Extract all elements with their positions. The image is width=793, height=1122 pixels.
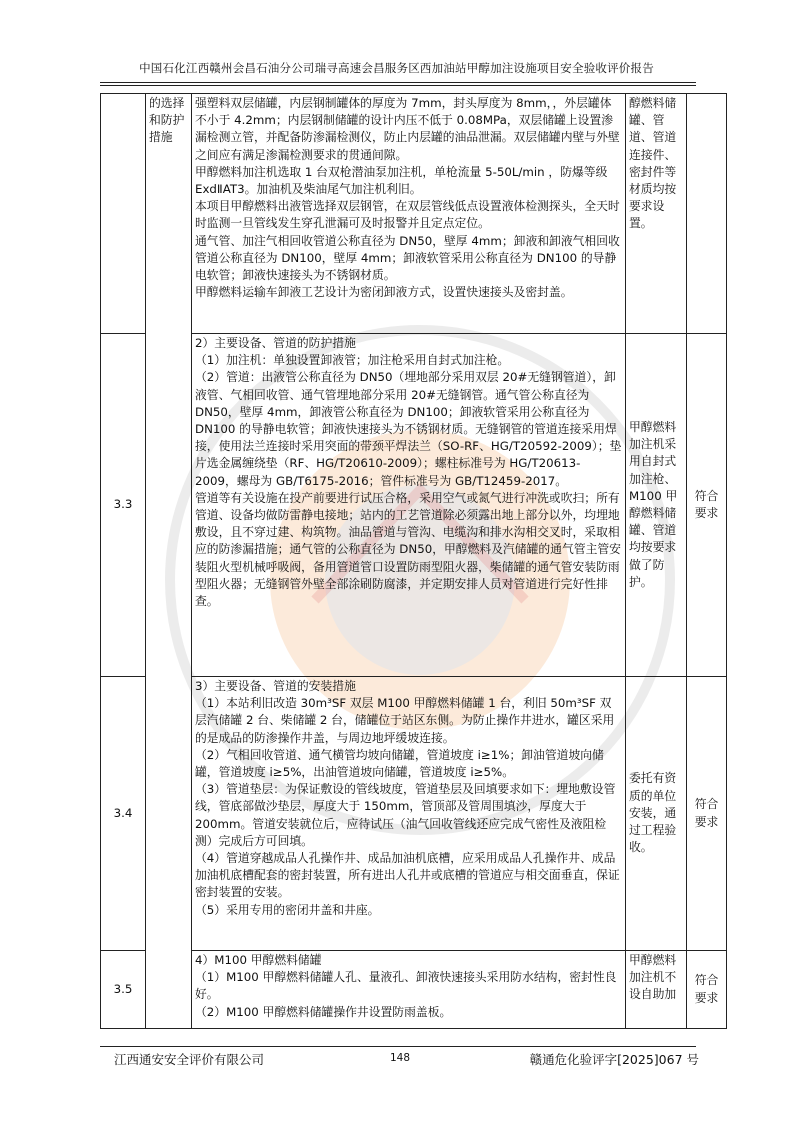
conclusion xyxy=(687,94,727,334)
check-result: 委托有资质的单位安装，通过工程验收。 xyxy=(626,677,687,951)
table-row xyxy=(101,951,727,1029)
conclusion: 符合要求 xyxy=(687,677,727,951)
content-paragraph: （2）管道：出液管公称直径为 DN50（埋地部分采用双层 20#无缝钢管道），卸液管、气相回收管、通气管埋地部分采用 20#无缝钢管。通气管公称直径为 DN50，壁厚 4mm，卸液管公称直径为 DN100；卸液软管采用公称直径为 DN100 的导静电软管；卸液快速接头为不锈钢材质。无缝钢管的管道连接采用焊接，使用法兰连接时采用突面的带颈平焊法兰（SO-RF、HG/T20592-2009）；垫片选金属缠绕垫（RF、HG/T20610-2009）；螺柱标准号为 HG/T20613-2009，螺母为 GB/T6175-2016；管件标准号为 GB/T12459-2017。 xyxy=(195,370,622,488)
page-header-title: 中国石化江西赣州会昌石油分公司瑞寻高速会昌服务区西加油站甲醇加注设施项目安全验收评价报告 xyxy=(139,61,654,75)
table-row xyxy=(101,94,727,334)
check-result: 甲醇燃料加注机不设自助加 xyxy=(626,951,687,1029)
page-number: 148 xyxy=(389,1052,411,1064)
content-paragraph: 2）主要设备、管道的防护措施 xyxy=(195,336,356,350)
table-row xyxy=(101,334,727,677)
content-paragraph: （5）采用专用的密闭井盖和井座。 xyxy=(195,902,380,917)
check-content xyxy=(192,677,626,951)
content-paragraph: 通气管、加注气相回收管道公称直径为 DN50，壁厚 4mm；卸液和卸液气相回收管道公称直径为 DN100，壁厚 4mm；卸液软管采用公称直径为 DN100 的导静电软管；卸液快速接头为不锈钢材质。 xyxy=(195,233,620,283)
content-paragraph: 3）主要设备、管道的安装措施 xyxy=(195,679,356,693)
check-content xyxy=(192,94,626,334)
content-paragraph: （4）管道穿越成品人孔操作井、成品加油机底槽，应采用成品人孔操作井、成品加油机底槽配套的密封装置，所有进出人孔井或底槽的管道应与相交面垂直，保证密封装置的安装。 xyxy=(195,851,620,900)
check-content xyxy=(192,951,626,1029)
check-result: 醇燃料储罐、管道、管道连接件、密封件等材质均按要求设置。 xyxy=(626,94,687,334)
row-number: 3.3 xyxy=(101,334,146,677)
content-paragraph: （1）M100 甲醇燃料储罐人孔、量液孔、卸液快速接头采用防水结构，密封性良好。 xyxy=(195,970,617,1002)
content-paragraph: 管道等有关设施在投产前要进行试压合格，采用空气或氮气进行冲洗或吹扫；所有管道、设备均做防雷静电接地；站内的工艺管道除必须露出地上部分以外，均埋地敷设，且不穿过建、构筑物。油品管道与管沟、电缆沟和排水沟相交叉时，采取相应的防渗漏措施；通气管的公称直径为 DN50，甲醇燃料及汽储罐的通气管主管安装阻火型机械呼吸阀，备用管道管口设置防雨型阻火器，柴储罐的通气管安装防雨型阻火器；无缝钢管外壁全部涂刷防腐漆，并定期安排人员对管道进行完好性排查。 xyxy=(195,490,621,609)
footer-company: 江西通安安全评价有限公司 xyxy=(114,1052,265,1067)
check-item: 的选择和防护措施 xyxy=(146,94,192,1029)
check-content xyxy=(192,334,626,677)
content-paragraph: 本项目甲醇燃料出液管选择双层钢管，在双层管线低点设置液体检测探头，全天时时监测一旦管线发生穿孔泄漏可及时报警并且定点定位。 xyxy=(195,199,620,231)
content-paragraph: 甲醇燃料加注机选取 1 台双枪潜油泵加注机，单枪流量 5-50L/min ，防爆等级 ExdⅡAT3。加油机及柴油尾气加注机利旧。 xyxy=(195,164,608,197)
content-paragraph: 甲醇燃料运输车卸液工艺设计为密闭卸液方式，设置快速接头及密封盖。 xyxy=(195,285,573,300)
conclusion: 符合要求 xyxy=(687,951,727,1029)
header-rule-double xyxy=(100,85,696,86)
content-paragraph: 4）M100 甲醇燃料储罐 xyxy=(195,953,322,967)
check-result: 甲醇燃料加注机采用自封式加注枪、M100 甲醇燃料储罐、管道均按要求做了防护。 xyxy=(626,334,687,677)
header-rule xyxy=(100,82,696,83)
footer-rule xyxy=(100,1046,696,1047)
footer-doc-number: 赣通危化验评字[2025]067 号 xyxy=(529,1052,699,1067)
content-paragraph: （3）管道垫层：为保证敷设的管线坡度，管道垫层及回填要求如下：埋地敷设管线，管底部做沙垫层，厚度大于 150mm，管顶部及管周围填沙，厚度大于 200mm。管道安装就位后，应待试压（油气回收管线还应完成气密性及液阻检测）完成后方可回填。 xyxy=(195,782,616,848)
evaluation-table xyxy=(100,93,727,1029)
row-number: 3.5 xyxy=(101,951,146,1029)
row-number xyxy=(101,94,146,334)
content-paragraph: （2）气相回收管道、通气横管均坡向储罐，管道坡度 i≥1%；卸油管道坡向储罐，管道坡度 i≥5%，出油管道坡向储罐，管道坡度 i≥5%。 xyxy=(195,747,604,780)
content-paragraph: 强塑料双层储罐，内层钢制罐体的厚度为 7mm，封头厚度为 8mm，，外层罐体不小于 4.2mm；内层钢制储罐的设计内压不低于 0.08MPa，双层储罐上设置渗漏检测立管，并配备防渗漏检测仪，防止内层罐的油品泄漏。双层储罐内壁与外壁之间应有满足渗漏检测要求的贯通间隙。 xyxy=(195,96,620,162)
conclusion: 符合要求 xyxy=(687,334,727,677)
content-paragraph: （1）加注机：单独设置卸液管；加注枪采用自封式加注枪。 xyxy=(195,353,510,368)
table-row xyxy=(101,677,727,951)
row-number: 3.4 xyxy=(101,677,146,951)
content-paragraph: （1）本站利旧改造 30m³SF 双层 M100 甲醇燃料储罐 1 台，利旧 50m³SF 双层汽储罐 2 台、柴储罐 2 台，储罐位于站区东侧。为防止操作井进水，罐区采用的是成品的防渗操作井盖，与周边地坪缓坡连接。 xyxy=(195,696,615,745)
content-paragraph: （2）M100 甲醇燃料储罐操作井设置防雨盖板。 xyxy=(195,1004,452,1019)
